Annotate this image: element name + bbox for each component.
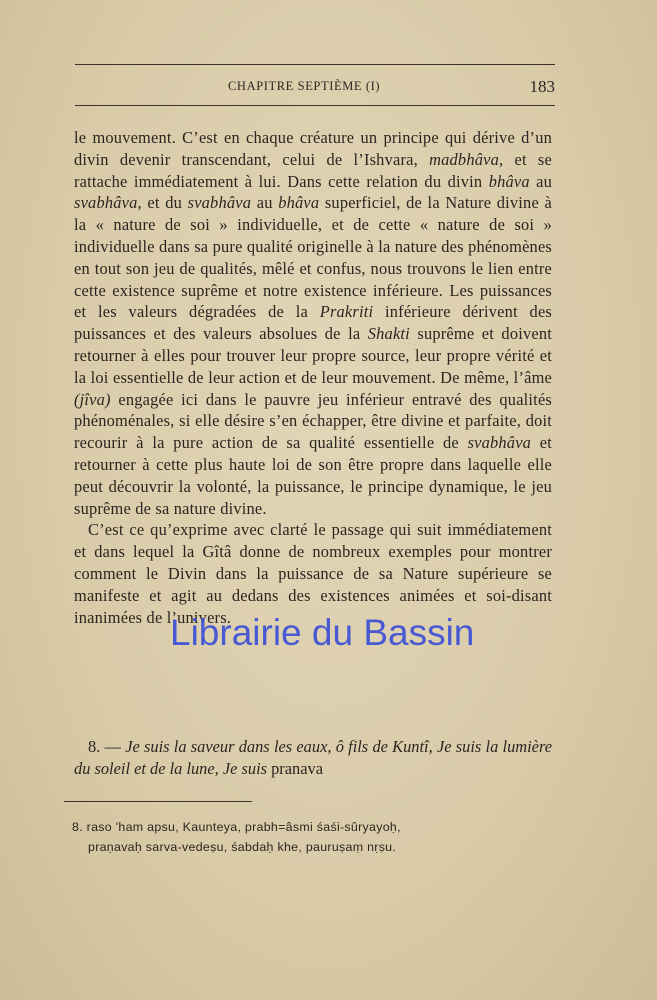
verse-8: 8. — Je suis la saveur dans les eaux, ô fils de Kuntî, Je suis la lumière du soleil et de la lune, Je suis pranava: [74, 737, 552, 778]
paragraph-1: le mouvement. C’est en chaque créature un principe qui dérive d’un divin devenir transcendant, celui de l’Ishvara, madbhâva, et se rattache immédiatement à lui. Dans cette relation du divin bhâva au svabhâva, et du svabhâva au bhâva superficiel, de la Nature divine à la « nature de soi » individuelle, et de cette « nature de soi » individuelle dans sa pure qualité originelle à la nature des phénomènes en tout son jeu de qualités, mêlé et confus, nous trouvons le lien entre cette existence suprême et notre existence inférieure. Les puissances et les valeurs dégradées de la Prakriti inférieure dérivent des puissances et des valeurs absolues de la Shakti suprême et doivent retourner à elles pour trouver leur propre source, leur propre vérité et la loi essentielle de leur action et de leur mouvement. De même, l’âme (jîva) engagée ici dans le pauvre jeu inférieur entravé des qualités phénoménales, si elle désire s’en échapper, être divine et parfaite, doit recourir à la pure action de sa qualité essentielle de svabhâva et retourner à cette plus haute loi de son être propre dans laquelle elle peut découvrir la volonté, la puissance, le principe dynamique, le jeu suprême de sa nature divine.: [74, 128, 553, 518]
header-rule: [75, 105, 555, 106]
body-text: [74, 127, 552, 628]
running-head: CHAPITRE SEPTIÈME (I): [228, 79, 381, 93]
footnote-line-2: praṇavaḥ sarva-vedeṣu, śabdaḥ khe, pauruṣaṃ nṛṣu.: [88, 840, 397, 854]
top-rule: [75, 64, 555, 65]
paragraph-2: C’est ce qu’exprime avec clarté le passage qui suit immédiatement et dans lequel la Gîtâ donne de nombreux exemples pour montrer comment le Divin dans la puissance de sa Nature supérieure se manifeste et agit au dedans des existences animées et soi-disant inanimées de l’univers.: [74, 520, 552, 627]
watermark: Librairie du Bassin: [170, 612, 475, 653]
footnote-line-1: 8. raso 'ham apsu, Kaunteya, prabh=âsmi śaśi-sûryayoḥ,: [72, 820, 401, 834]
footnote-rule: [64, 801, 252, 802]
footnote: [72, 817, 492, 857]
page-number: 183: [529, 77, 555, 96]
